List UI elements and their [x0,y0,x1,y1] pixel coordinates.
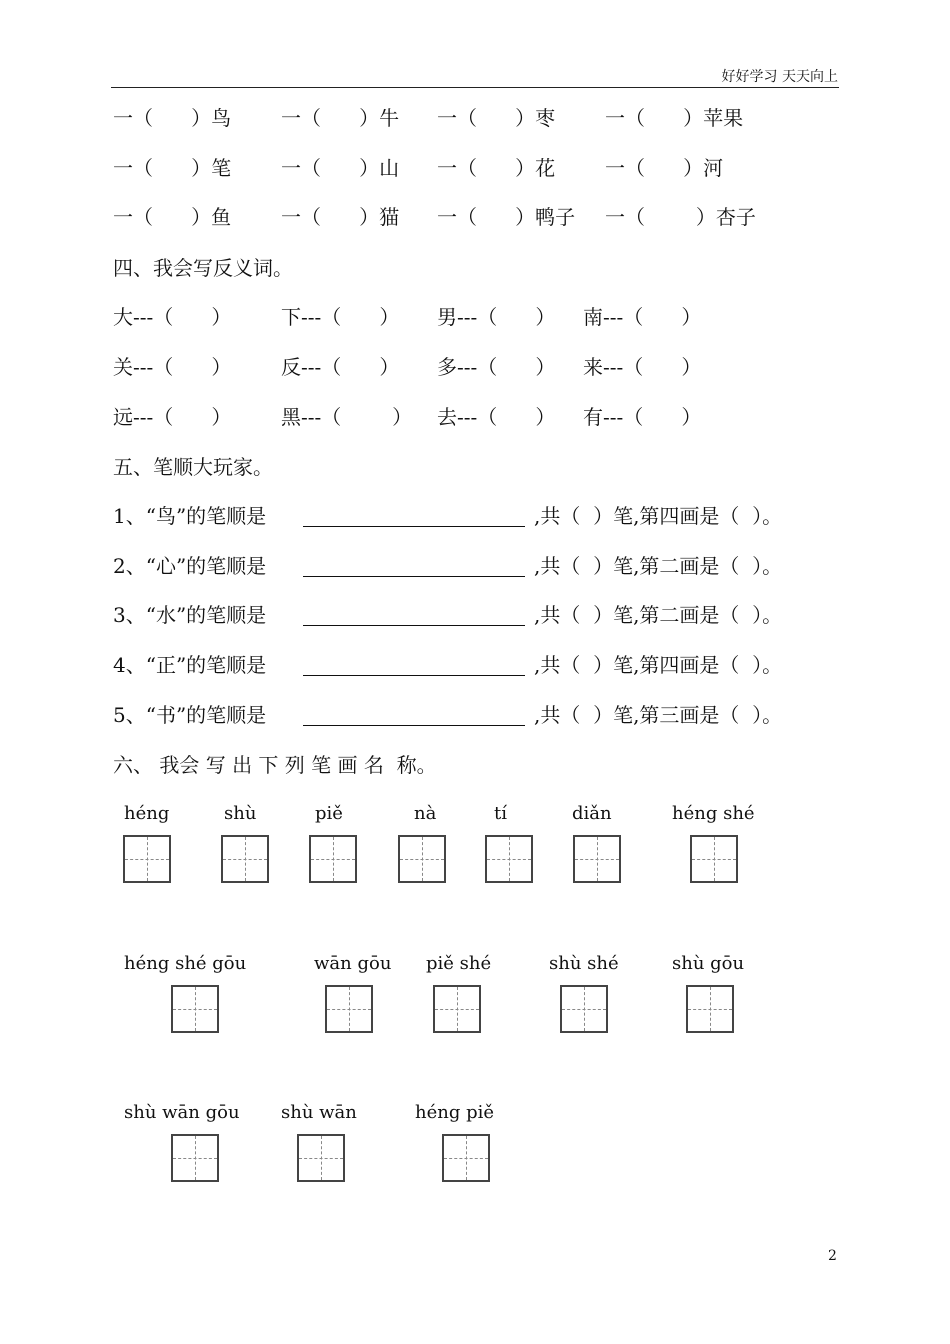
antonym-row [113,301,702,331]
measure-word-row [113,152,724,182]
stroke-order-row [113,550,783,580]
stroke-order-row [113,500,783,530]
stroke-order-prompt: 4、“正”的笔顺是 [113,653,267,677]
pinyin-label: shù wān gōu [124,1102,240,1123]
answer-blank[interactable] [303,625,525,626]
antonym-item: 来---（ ） [583,355,702,379]
antonym-item: 下---（ ） [281,305,400,329]
measure-word-item: 一（ ）苹果 [605,106,744,130]
header-motto: 好好学习 天天向上 [721,69,838,85]
antonym-item: 反---（ ） [281,355,400,379]
measure-word-row [113,201,756,231]
antonym-item: 大---（ ） [113,305,232,329]
stroke-order-question: ,共（ ）笔,第二画是（ ）。 [534,603,783,627]
measure-word-item: 一（ ）枣 [437,106,556,130]
measure-word-item: 一（ ）山 [281,156,400,180]
measure-word-item: 一（ ）杏子 [605,205,756,229]
antonym-row [113,351,702,381]
writing-grid-box[interactable] [123,835,171,883]
pinyin-label: héng shé [672,803,755,824]
pinyin-label: piě [315,803,343,824]
stroke-order-row [113,599,783,629]
measure-word-item: 一（ ）笔 [113,156,232,180]
stroke-order-prompt: 2、“心”的笔顺是 [113,554,267,578]
section6-title: 六、 我会 写 出 下 列 笔 画 名 称。 [113,753,437,777]
pinyin-label: shù [224,803,257,824]
antonym-item: 关---（ ） [113,355,232,379]
pinyin-label: shù shé [549,953,619,974]
pinyin-label: nà [414,803,437,824]
pinyin-label: piě shé [426,953,492,974]
section5-title: 五、笔顺大玩家。 [113,455,273,479]
writing-grid-box[interactable] [171,1134,219,1182]
stroke-order-prompt: 3、“水”的笔顺是 [113,603,267,627]
stroke-order-row [113,699,783,729]
stroke-order-prompt: 1、“鸟”的笔顺是 [113,504,267,528]
writing-grid-box[interactable] [686,985,734,1033]
measure-word-item: 一（ ）牛 [281,106,400,130]
antonym-row [113,401,702,431]
writing-grid-box[interactable] [485,835,533,883]
pinyin-label: tí [494,803,507,824]
measure-word-item: 一（ ）鸭子 [437,205,576,229]
pinyin-label: diǎn [572,803,612,824]
writing-grid-box[interactable] [690,835,738,883]
answer-blank[interactable] [303,725,525,726]
stroke-order-prompt: 5、“书”的笔顺是 [113,703,267,727]
pinyin-label: shù gōu [672,953,745,974]
writing-grid-box[interactable] [221,835,269,883]
writing-grid-box[interactable] [433,985,481,1033]
measure-word-item: 一（ ）花 [437,156,556,180]
measure-word-item: 一（ ）鸟 [113,106,232,130]
measure-word-item: 一（ ）猫 [281,205,400,229]
antonym-item: 有---（ ） [583,405,702,429]
answer-blank[interactable] [303,576,525,577]
writing-grid-box[interactable] [442,1134,490,1182]
answer-blank[interactable] [303,526,525,527]
antonym-item: 去---（ ） [437,405,556,429]
stroke-order-question: ,共（ ）笔,第四画是（ ）。 [534,653,783,677]
writing-grid-box[interactable] [325,985,373,1033]
pinyin-label: héng [124,803,170,824]
writing-grid-box[interactable] [398,835,446,883]
writing-grid-box[interactable] [573,835,621,883]
stroke-order-question: ,共（ ）笔,第三画是（ ）。 [534,703,783,727]
page-number: 2 [828,1248,837,1264]
stroke-order-question: ,共（ ）笔,第二画是（ ）。 [534,554,783,578]
pinyin-label: wān gōu [314,953,392,974]
stroke-order-row [113,649,783,679]
section4-title: 四、我会写反义词。 [113,256,293,280]
writing-grid-box[interactable] [297,1134,345,1182]
writing-grid-box[interactable] [560,985,608,1033]
pinyin-label: héng piě [415,1102,495,1123]
writing-grid-box[interactable] [309,835,357,883]
stroke-order-question: ,共（ ）笔,第四画是（ ）。 [534,504,783,528]
antonym-item: 男---（ ） [437,305,556,329]
antonym-item: 黑---（ ） [281,405,413,429]
pinyin-label: shù wān [281,1102,357,1123]
writing-grid-box[interactable] [171,985,219,1033]
antonym-item: 远---（ ） [113,405,232,429]
measure-word-item: 一（ ）河 [605,156,724,180]
measure-word-row [113,102,744,132]
antonym-item: 多---（ ） [437,355,556,379]
pinyin-label: héng shé gōu [124,953,247,974]
answer-blank[interactable] [303,675,525,676]
measure-word-item: 一（ ）鱼 [113,205,232,229]
header-rule [111,87,839,88]
antonym-item: 南---（ ） [583,305,702,329]
